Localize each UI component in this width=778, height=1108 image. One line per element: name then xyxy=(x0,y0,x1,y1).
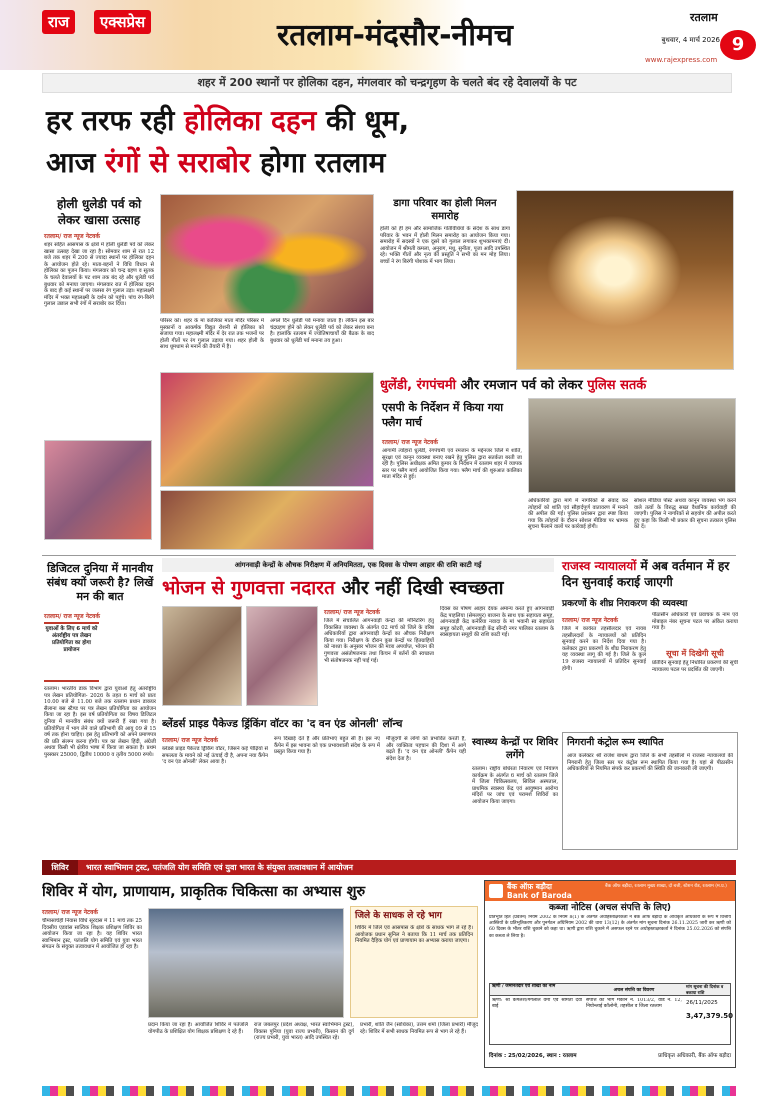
anganwadi-byline: रतलाम/ राज न्यूज नेटवर्क xyxy=(324,609,381,616)
anganwadi-kicker-text: आंगनवाड़ी केन्द्रों के औचक निरीक्षण में अनियमितता, एक दिवस के पोषण आहार की राशि काटी गई xyxy=(234,561,482,569)
water-body-2: रूप दिखाई देते हैं और प्रतिभाएं बहुत सी हैं। इस नए कैंपेन में इस भावना को एक प्रभावशाली संदेश के रूप में प्रस्तुत किया गया है। xyxy=(274,736,380,756)
masthead xyxy=(0,0,778,70)
control-room-body: आज कलेक्टर श्री राजेश बाथम द्वारा जिले के सभी तहसीलों में राजस्व न्यायालयों की निगरानी हेतु जिला स्तर पर कंट्रोल रूम स्थापित किया गया है। यहां से पीठासीन अधिकारियों से नियमित संपर्क कर प्रकरणों की स्थिति की जानकारी ली जाएगी। xyxy=(567,753,733,773)
water-body: ब्लेंडर्स प्राइड पैकेज्ड ड्रिंकिंग वॉटर, जिसने कई पीढ़ियों से सफलता के मायने को नई ऊंचाई दी है, अपना नया कैंपेन 'द वन एंड ओनली' लेकर आया है। xyxy=(162,746,268,766)
bank-col-header: अचल संपत्ति का विवरण xyxy=(613,988,655,993)
holika-bonfire-photo xyxy=(516,190,734,370)
holi-gathering-photo-2 xyxy=(160,372,374,487)
police-body-2: अधिकारियों द्वारा मार्ग में नागरिकों से संवाद कर त्योहारों को शांति एवं सौहार्दपूर्ण वातावरण में मनाने की अपील की गई। पुलिस प्रशासन द्वारा स्पष्ट किया गया कि त्योहारों के दौरान सोशल मीडिया पर भ्रामक सूचना फैलाने वालों पर कार्रवाई होगी। xyxy=(528,498,628,531)
digital-byline: रतलाम/ राज न्यूज नेटवर्क xyxy=(44,613,101,620)
camp-sidebar-head: जिले के साधक ले रहे भाग xyxy=(355,911,442,921)
anganwadi-kicker xyxy=(162,558,554,572)
bank-logo-row xyxy=(485,881,735,901)
dongra-body: होली को ही हम और सामाजिक गतिविधियों के संदेश के साथ डागा परिवार के भवन में होली मिलन समारोह का आयोजन किया गया। समारोह में सदस्यों ने एक दूसरे को गुलाल लगाकर शुभकामनाएं दीं। आयोजन में श्रीमती कमला, अनुराग, मधु, सुनीता, पूजा आदि उपस्थित रहे। भक्ति गीतों और नृत्य की प्रस्तुति ने सभी का मन मोह लिया। बच्चों ने रंग बिरंगी पोशाक में भाग लिया। xyxy=(380,226,510,265)
bank-footer-date: दिनांक : 25/02/2026, स्थान : रतलाम xyxy=(489,1053,577,1059)
bank-borrower: ऋणी: श्री कमलेश/मंगलाल वर्मा एवं श्रीमती देवी बाई xyxy=(492,998,582,1010)
camp-kicker: भारत स्वाभिमान ट्रस्ट, पतंजलि योग समिति एवं युवा भारत के संयुक्त तत्वावधान में आयोजन xyxy=(86,863,353,872)
court-headline xyxy=(562,558,738,598)
holi-gathering-photo-1 xyxy=(44,440,152,540)
police-body-3: सोशल मीडिया पोस्ट अथवा कानून व्यवस्था भंग करने वाले तत्वों के विरुद्ध सख्त वैधानिक कार्यवाही की जाएगी। पुलिस ने नागरिकों से सहयोग की अपील करते हुए कहा कि किसी भी प्रकार की सूचना तत्काल पुलिस को दें। xyxy=(634,498,736,531)
lead-headline-part: आज xyxy=(46,146,106,179)
lead-caption-col: परिसर को। शहर के मां कालिका माता मंदिर परिसर में मुस्कानों व आकर्षक विद्युत रोशनी से होलिका को सजाया गया। महालक्ष्मी मंदिर में देर रात तक भजनों पर होली गीतों पर रंग गुलाल उड़ाया गया। शहर होली के साथ धूमधाम से मनाने की तैयारी में है। xyxy=(160,318,264,351)
bank-notice xyxy=(484,880,736,1068)
water-headline: ब्लेंडर्स प्राइड पैकेज्ड ड्रिंकिंग वॉटर का 'द वन एंड ओनली' लॉन्च xyxy=(162,718,403,730)
court-byline: रतलाम/ राज न्यूज नेटवर्क xyxy=(562,617,619,624)
holi-women-photo xyxy=(160,194,374,314)
bank-signatory: प्राधिकृत अधिकारी, बैंक ऑफ बड़ौदा xyxy=(658,1053,731,1059)
camp-band xyxy=(42,860,736,875)
digital-pullquote-text: युवाओं के लिए 6 मार्च को अंतर्राष्ट्रीय पत्र लेखन प्रतियोगिता का होगा प्रायोजन xyxy=(45,626,98,653)
bank-notice-body: प्रतिभूति हित (प्रवर्तन) नियम 2002 के नियम 8(1) के अंतर्गत अधोहस्ताक्षरकर्ता ने बैंक ऑफ बड़ौदा के अधिकृत अधिकारी के रूप में वित्तीय आस्तियों के प्रतिभूतिकरण और पुनर्गठन अधिनियम 2002 की धारा 13(12) के अंतर्गत मांग सूचना दिनांक 26.11.2025 जारी कर ऋणी को 60 दिवस के भीतर राशि चुकाने को कहा था। ऋणी द्वारा राशि चुकाने में असफल रहने पर अधोहस्ताक्षरकर्ता ने दिनांक 25.02.2026 को संपत्ति का कब्जा ले लिया है। xyxy=(489,915,731,939)
camp-sidebar xyxy=(350,906,478,1018)
police-headline-part: और रमजान पर्व को लेकर xyxy=(456,378,588,393)
court-headline-part: में अब वर्तमान में हर दिन सुनवाई कराई जाएगी xyxy=(562,559,730,589)
bank-demand-date: 26/11/2025 xyxy=(686,1000,718,1006)
flag-march-photo xyxy=(528,398,736,493)
date-label: बुधवार, 4 मार्च 2026 xyxy=(661,36,720,44)
water-byline: रतलाम/ राज न्यूज नेटवर्क xyxy=(162,737,219,744)
bank-col-header: ऋणी / जमानतदार एवं शाखा का नाम xyxy=(492,984,556,989)
digital-body: रतलाम। भारतीय डाक विभाग द्वारा युवाओं हेतु अंतर्राष्ट्रीय पत्र लेखन प्रतियोगिता- 2026 के तहत 6 मार्च को प्रातः 10.00 बजे से 11.00 बजे तक रतलाम प्रधान डाकघर सैलाना बस स्टैण्ड पर पत्र लेखन प्रतियोगिता का आयोजन किया जा रहा है। इस वर्ष प्रतियोगिता का विषय डिजिटल दुनिया में मानवीय संबंध क्यों जरूरी हैं रखा गया है। प्रतियोगिता में भाग लेने वाले प्रतिभागी की आयु 09 से 15 वर्ष तक होना चाहिए। इस हेतु प्रतिभागी को अपने प्रमाणपत्र की प्रति संलग्न करना होगी। पत्र का लेखन हिंदी, अंग्रेजी अथवा किसी भी क्षेत्रीय भाषा में किया जा सकता है। प्रथम पुरस्कार 25000, द्वितीय 10000 व तृतीय 5000 रुपये। xyxy=(44,686,156,758)
bank-branch: बैंक ऑफ बड़ौदा, रतलाम मुख्य शाखा, दो बत्ती, स्टेशन रोड, रतलाम (म.प्र.) xyxy=(605,884,727,889)
lead-body: शहर सहित आसपास के क्षेत्रों में होली धुलेडी पर्व को लेकर खासा उत्साह देखा जा रहा है। सोमवार शाम से रात 12 बजे तक शहर में 200 से ज्यादा स्थानों पर होलिका दहन के आयोजन होते रहे। माता-बहनों ने विधि विधान से होलिका का पूजन किया। मंगलवार को चन्द्र ग्रहण व सूतक के चलते देवालयों के पट शाम तक बंद रहे और धुलेडी पर्व बुधवार को मनाया जाएगा। मंगलवार रात में होलिका दहन के बाद ही कई स्थानों पर जलसा रंग गुलाल उड़ा। महालक्ष्मी मंदिर में भक्त महालक्ष्मी के दर्शन को पहुंचे। पांच रंग-बिरंगे गुलाल उछाल सभी रंगों में सराबोर कर दिया। xyxy=(44,242,154,308)
bank-name-en: Bank of Baroda xyxy=(507,891,572,900)
bank-table xyxy=(489,983,731,1045)
dongra-head: डागा परिवार का होली मिलन समारोह xyxy=(393,198,497,222)
anganwadi-headline xyxy=(162,574,554,602)
lead-headline-highlight: होलिका दहन xyxy=(184,104,317,137)
bank-notice-title: कब्जा नोटिस (अचल संपत्ति के लिए) xyxy=(548,903,672,913)
camp-byline: रतलाम/ राज न्यूज नेटवर्क xyxy=(42,909,99,916)
lead-headline-part: की धूम, xyxy=(316,104,410,137)
court-list-head: सूचा में दिखेगी सूची xyxy=(666,649,724,658)
court-body: जिले में कार्यरत तहसीलदार एवं नायब तहसीलदारों के न्यायालयों को प्रतिदिन सुनवाई करने का निर्देश दिया गया है। कलेक्टर द्वारा प्रकरणों के शीघ्र निराकरण हेतु यह व्यवस्था लागू की गई है। जिले के कुल 19 राजस्व न्यायालयों में प्रतिदिन सुनवाई होगी। xyxy=(562,626,646,672)
lead-headline-part: हर तरफ रही xyxy=(46,104,185,137)
court-body-2: पीठासीन अधिकारी एवं प्रवाचक के नाम एवं मोबाइल नंबर सूचना पटल पर अंकित कराया गया है। xyxy=(652,612,738,632)
top-strip xyxy=(42,73,732,93)
lead-headline-part: होगा रतलाम xyxy=(250,146,386,179)
holi-gathering-photo-3 xyxy=(160,490,374,550)
health-headline: स्वास्थ्य केन्द्रों पर शिविर लगेंगे xyxy=(472,737,558,761)
yoga-photo xyxy=(148,908,344,1018)
logo-raj: राज xyxy=(42,10,75,34)
edition-title: रतलाम-मंदसौर-नीमच xyxy=(277,18,513,53)
anganwadi-body: जिले में संचालित आंगनवाड़ी केन्द्रों की मॉनिटरिंग हेतु विकासित व्यवस्था के अंतर्गत 02 मार्च को जिले के वरिष्ठ अधिकारियों द्वारा आंगनवाड़ी केन्द्रों का औचक निरीक्षण किया गया। निरीक्षण के दौरान कुछ केन्द्रों पर हितग्राहियों को नाश्ता के अनुसार भोजन की मात्रा अपर्याप्त, भोजन की गुणवत्ता असंतोषजनक तथा किचन में बर्तनों की स्वच्छता भी संतोषजनक नहीं पाई गई। xyxy=(324,618,434,664)
police-byline: रतलाम/ राज न्यूज नेटवर्क xyxy=(382,439,439,446)
camp-headline: शिविर में योग, प्राणायाम, प्राकृतिक चिकित्सा का अभ्यास शुरु xyxy=(42,884,366,900)
camp-body: चौमासाचेही निवास विधि सूरदास में 11 मार्च तक 25 दिवसीय एडवांस सात्विक शिक्षक प्रशिक्षण शिविर का आयोजन किया जा रहा है। यह शिविर भारत स्वाभिमान ट्रस्ट, पतंजलि योग समिति एवं युवा भारत संगठन के संयुक्त तत्वावधान में आयोजित हो रहा है। xyxy=(42,918,142,951)
lead-byline: रतलाम/ राज न्यूज नेटवर्क xyxy=(44,233,101,240)
bank-amount: 3,47,379.50 xyxy=(686,1012,733,1020)
digital-pullquote xyxy=(44,622,99,682)
anganwadi-body-2: दिवस का पोषण आहार देयक अमान्य करते हुए आंगनवाड़ी केंद्र पाहलिया (सेमलपुर) बाजना के साथ एक सहायता समूह, आंगनवाड़ी केंद्र कनेरिया नवादा के मां भवानी स्व सहायता समूह कोटरी, आंगनवाड़ी केंद्र सीन्दी नगर पालिका रतलाम के स्वसहायता समूहों की राशि काटी गई। xyxy=(440,606,554,639)
police-subhead: एसपी के निर्देशन में किया गया फ्लैग मार्च xyxy=(382,401,504,429)
city-label: रतलाम xyxy=(690,11,718,24)
lead-side-head: होली धुलेडी पर्व को लेकर खासा उत्साह xyxy=(56,197,142,227)
top-strip-text: शहर में 200 स्थानों पर होलिका दहन, मंगलवार को चन्द्रगृहण के चलते बंद रहे देवालयों के पट xyxy=(197,76,577,89)
logo xyxy=(42,10,202,40)
court-subhead: प्रकरणों के शीघ्र निराकरण की व्यवस्था xyxy=(562,599,688,609)
control-room-headline: निगरानी कंट्रोल रूम स्थापित xyxy=(567,737,664,748)
lead-headline xyxy=(46,100,496,190)
court-body-3: प्रतिदिन सुनवाई हेतु निर्धारित प्रकरणों की सूची न्यायालय पटल पर प्रदर्शित की जाएगी। xyxy=(652,660,738,673)
bank-logo-icon xyxy=(489,884,503,898)
bank-col-header: मांग सूचना की दिनांक व बकाया राशि xyxy=(686,984,724,995)
bank-table-header xyxy=(490,984,730,996)
bank-name-hi: बैंक ऑफ़ बड़ौदा xyxy=(507,882,552,891)
anganwadi-headline-highlight: भोजन से गुणवत्ता नदारत xyxy=(162,577,335,599)
health-body: रतलाम। राष्ट्रीय बधिरता निवारण एवं नियंत्रण कार्यक्रम के अंतर्गत 6 मार्च को रतलाम जिले में जिला चिकित्सालय, सिविल अस्पताल, प्राथमिक स्वास्थ्य केंद्र एवं आयुष्मान आरोग्य मंदिरों पर जांच एवं परामर्श शिविरों का आयोजन किया जाएगा। xyxy=(472,766,558,805)
digital-head: डिजिटल दुनिया में मानवीय संबंध क्यों जरूरी है? लिखें मन की बात xyxy=(46,562,154,603)
police-headline-highlight: धुलेंडी, रंगपंचमी xyxy=(380,378,457,393)
logo-express: एक्सप्रेस xyxy=(94,10,151,34)
camp-label: शिविर xyxy=(42,860,78,875)
court-headline-highlight: राजस्व न्यायालयों xyxy=(562,559,637,573)
anganwadi-headline-part: और नहीं दिखी स्वच्छता xyxy=(334,577,504,599)
camp-sidebar-body: शिविर में जिले एवं आसपास के क्षेत्रों के साधक भाग ले रहे हैं। आयोजक प्रधान सुनिल ने बताया कि 11 मार्च तक प्रतिदिन नियमित दैहिक योग एवं प्राणायाम का अभ्यास कराया जाएगा। xyxy=(355,925,473,945)
police-headline-highlight: पुलिस सतर्क xyxy=(587,378,647,393)
anganwadi-photo-1 xyxy=(162,606,242,706)
camp-col-3: राज जबलपुर (प्रदेश अध्यक्ष, भारत स्वाभिमान ट्रस्ट), विकास पुनिया (युवा राज्य प्रभारी), किसान की दुर्ग (राज्य प्रभारी, युवा भारत) आदि उपस्थित रहे। xyxy=(254,1022,354,1042)
bank-property: संपत्ति का भाग मकान नं. 1013/2, वार्ड नं. 12, नियोन्लाई कॉलोनी, तहसील व जिला रतलाम xyxy=(586,998,682,1010)
camp-col-4: प्रभारी, शांति जैन (साधिका), उत्तम शर्मा (जिला प्रभारी) मौजूद रहे। शिविर में सभी साधक नियमित रूप से भाग ले रहे हैं। xyxy=(360,1022,478,1035)
section-divider xyxy=(42,555,736,556)
police-body: आगामी त्योहारों धुलेंडी, रंगपंचमी एवं रमजान के मद्देनजर जिले में शांति, सुरक्षा एवं कानून व्यवस्था बनाए रखने हेतु पुलिस द्वारा सतर्कता बरती जा रही है। पुलिस अधीक्षक अमित कुमार के निर्देशन में रतलाम शहर में व्यापक स्तर पर फ्लैग मार्च आयोजित किया गया। फ्लैग मार्च की शुरुआत कालिका माता मंदिर से हुई। xyxy=(382,448,522,481)
camp-caption: प्रदान किया जा रहा है। आयोजित शिविर में पतंजलि योगपीठ के प्रशिक्षित योग शिक्षक प्रशिक्षण दे रहे हैं। xyxy=(148,1022,248,1035)
website-label: www.rajexpress.com xyxy=(645,56,718,64)
control-room-box xyxy=(562,732,738,850)
anganwadi-photo-2 xyxy=(246,606,318,706)
lead-headline-highlight: रंगों से सराबोर xyxy=(105,146,251,179)
police-headline xyxy=(380,376,740,396)
water-body-3: मौजूदगी से लोगों को प्रभावित करती है, और व्यक्तित्व पहचान की दिशा में आगे बढ़ते हैं। 'द वन एंड ओनली' कैंपेन यही संदेश देता है। xyxy=(386,736,466,762)
lead-caption-col2: अगले दिन धुलेंडी पर्व मनाया जाता है। लेकिन इस बार चंद्रग्रहण होने को लेकर धुलेंडी पर्व को लेकर संशय बना है। हालांकि रतलाम में ज्योतिषाचार्यों की बैठक के बाद बुधवार को धुलेंडी पर्व मनाना तय हुआ। xyxy=(270,318,374,344)
page-number-badge: 9 xyxy=(720,30,756,60)
registration-bar xyxy=(42,1086,736,1096)
